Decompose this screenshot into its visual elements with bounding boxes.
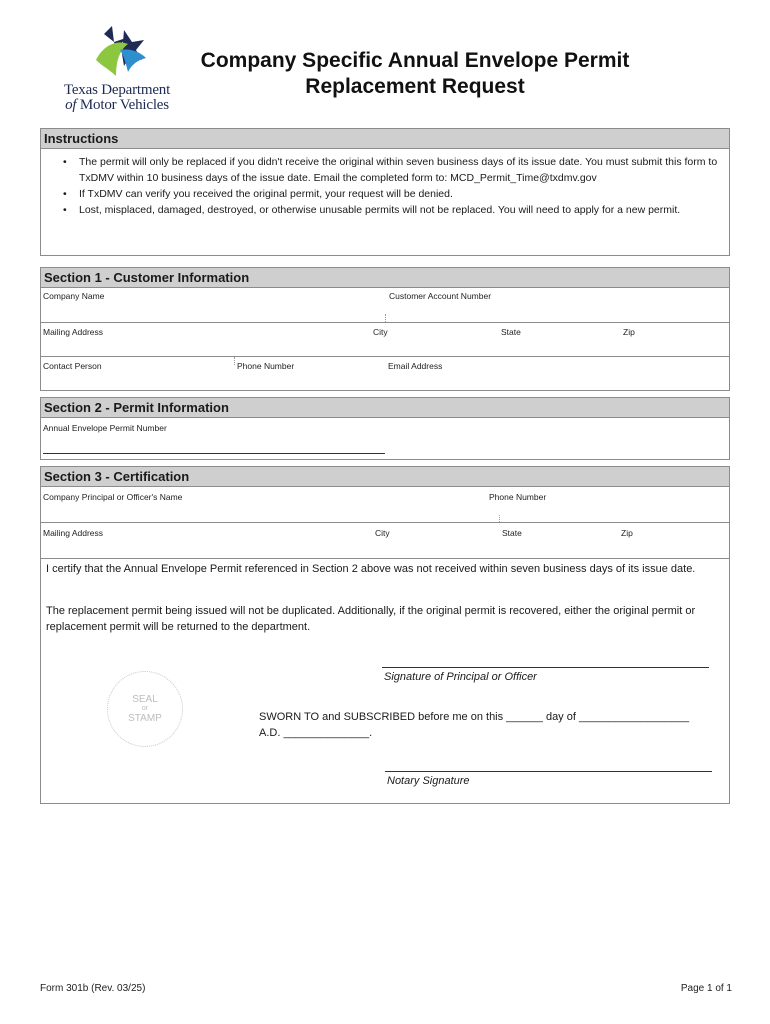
officer-phone-field[interactable]: Phone Number bbox=[489, 492, 547, 502]
instruction-bullet: • If TxDMV can verify you received the original permit, your request will be denied. bbox=[73, 186, 721, 202]
title-line1: Company Specific Annual Envelope Permit bbox=[200, 49, 630, 72]
phone-number-field[interactable]: Phone Number bbox=[237, 361, 295, 371]
principal-signature-line[interactable] bbox=[382, 667, 709, 668]
logo-text-line2 bbox=[52, 98, 182, 113]
txdmv-logo bbox=[52, 20, 182, 115]
contact-person-field[interactable]: Contact Person bbox=[43, 361, 102, 371]
officer-zip-field[interactable]: Zip bbox=[621, 528, 633, 538]
section2-permit-info bbox=[40, 397, 730, 460]
texas-star-logo-icon bbox=[86, 20, 152, 82]
company-name-field[interactable]: Company Name bbox=[43, 291, 105, 301]
notary-signature-caption: Notary Signature bbox=[387, 775, 470, 787]
page-number: Page 1 of 1 bbox=[680, 983, 732, 994]
seal-or-text: or bbox=[141, 705, 149, 712]
customer-account-number-field[interactable]: Customer Account Number bbox=[389, 291, 492, 301]
sworn-line-2: A.D. ______________. bbox=[259, 727, 373, 739]
officer-city-field[interactable]: City bbox=[375, 528, 390, 538]
logo-text-line1: Texas Department bbox=[63, 82, 171, 98]
section3-certification bbox=[40, 466, 730, 804]
field-divider bbox=[234, 357, 235, 365]
section3-row2 bbox=[41, 522, 729, 558]
officer-state-field[interactable]: State bbox=[502, 528, 522, 538]
section1-row2 bbox=[41, 322, 729, 356]
notary-signature-line[interactable] bbox=[385, 771, 712, 772]
instructions-box bbox=[40, 128, 730, 256]
section3-heading: Section 3 - Certification bbox=[41, 467, 729, 487]
permit-number-line bbox=[43, 453, 385, 454]
officer-name-field[interactable]: Company Principal or Officer's Name bbox=[43, 492, 183, 502]
section1-heading: Section 1 - Customer Information bbox=[41, 268, 729, 288]
section2-heading: Section 2 - Permit Information bbox=[41, 398, 729, 418]
sworn-statement bbox=[259, 709, 709, 741]
section3-divider bbox=[41, 558, 729, 559]
state-field[interactable]: State bbox=[501, 327, 521, 337]
seal-or-stamp-placeholder bbox=[107, 671, 183, 747]
instructions-list bbox=[41, 149, 729, 218]
sworn-line-1: SWORN TO and SUBSCRIBED before me on this ______ day of __________________ bbox=[259, 711, 690, 723]
section1-row3 bbox=[41, 356, 729, 391]
logo-text-of: of bbox=[65, 97, 77, 113]
certification-paragraph-1: I certify that the Annual Envelope Permit referenced in Section 2 above was not received within seven business days of its issue date. bbox=[46, 563, 696, 575]
certification-paragraph-2: The replacement permit being issued will not be duplicated. Additionally, if the original permit is recovered, either the original permit or replacement permit will be returned to the department. bbox=[46, 605, 696, 633]
section1-row1 bbox=[41, 288, 729, 322]
stamp-text: STAMP bbox=[128, 713, 162, 724]
page-title bbox=[180, 48, 650, 100]
city-field[interactable]: City bbox=[373, 327, 388, 337]
officer-mailing-address-field[interactable]: Mailing Address bbox=[43, 528, 104, 538]
field-divider bbox=[499, 515, 500, 522]
field-divider bbox=[385, 314, 386, 322]
form-number: Form 301b (Rev. 03/25) bbox=[40, 983, 146, 994]
section3-row1 bbox=[41, 487, 729, 522]
email-address-field[interactable]: Email Address bbox=[388, 361, 443, 371]
instruction-bullet: • The permit will only be replaced if you didn't receive the original within seven business days of its issue date. You must submit this form to TxDMV within 10 business days of the issue date. Email the completed form to: MCD_Permit_Time@txdmv.gov bbox=[73, 154, 721, 186]
logo-text-motor-vehicles: Motor Vehicles bbox=[76, 97, 169, 113]
permit-number-field[interactable]: Annual Envelope Permit Number bbox=[43, 423, 167, 433]
title-line2: Replacement Request bbox=[305, 75, 525, 98]
seal-text: SEAL bbox=[132, 694, 158, 705]
mailing-address-field[interactable]: Mailing Address bbox=[43, 327, 104, 337]
instruction-bullet: • Lost, misplaced, damaged, destroyed, or otherwise unusable permits will not be replaced. You will need to apply for a new permit. bbox=[73, 202, 721, 218]
section1-customer-info bbox=[40, 267, 730, 391]
zip-field[interactable]: Zip bbox=[623, 327, 635, 337]
instructions-heading: Instructions bbox=[41, 129, 729, 149]
principal-signature-caption: Signature of Principal or Officer bbox=[384, 671, 537, 683]
